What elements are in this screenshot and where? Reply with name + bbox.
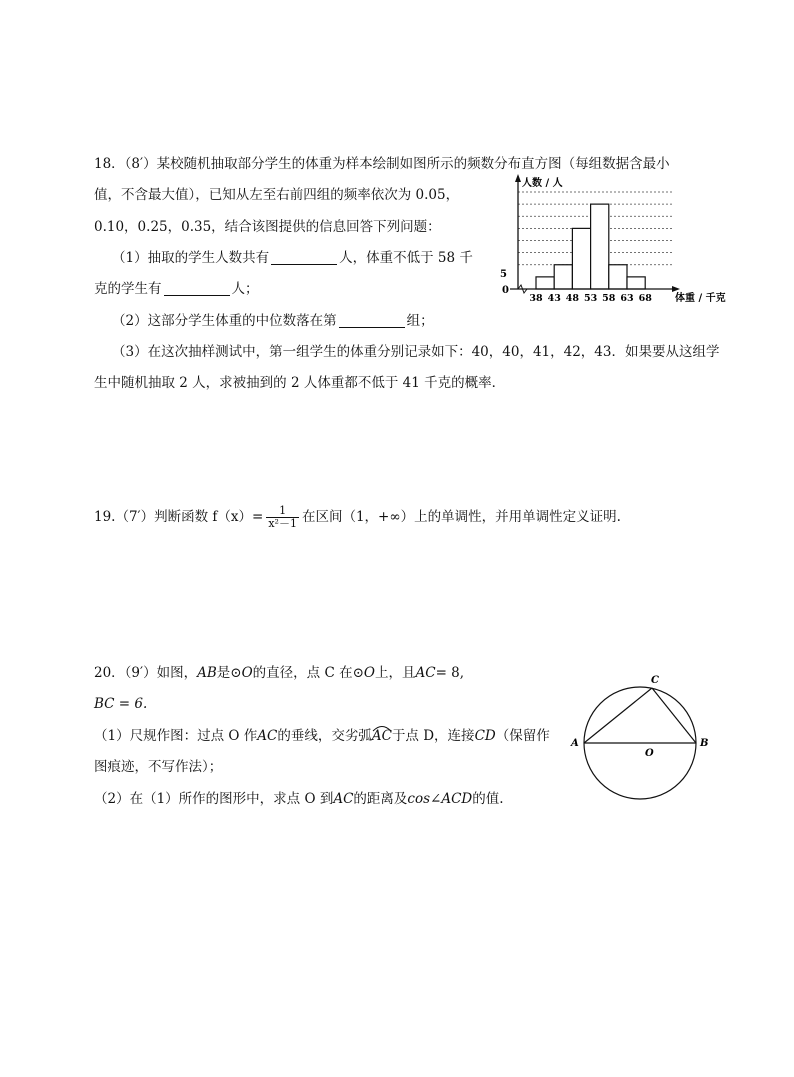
q18-line-7: （3）在这次抽样测试中，第一组学生的体重分别记录如下：40，40，41，42，43．如果要从这组学 [112,344,720,360]
point-b-label: B [700,738,709,749]
y-axis-arrow [515,174,521,182]
x-tick-43: 43 [547,293,561,304]
x-tick-38: 38 [529,293,543,304]
q18-part1-text-3: 克的学生有 [94,281,162,297]
q18-part2-text-2: 组； [406,313,434,329]
q18-line-4 [112,248,473,268]
q18-line-2: 值，不含最大值），已知从左至右前四组的频率依次为 0.05， [94,187,460,203]
histogram-bars [536,204,645,289]
q20-line-5 [94,789,504,809]
origin-label: 0 [502,285,509,296]
q20-text: （保留作 [495,728,550,744]
q18-line-3: 0.10，0.25，0.35，结合该图提供的信息回答下列问题： [94,219,441,235]
x-axis-arrow [672,286,680,292]
q19-text-post: 在区间（1，+∞）上的单调性，并用单调性定义证明. [301,509,621,525]
point-c-label: C [651,675,659,686]
q20-line-2: BC = 6. [94,696,148,712]
q18-part1-text-2: 人，体重不低于 58 千 [339,250,473,266]
q20-text: 的距离及 [353,791,408,807]
histogram-bar-5 [609,265,627,289]
math-ac: AC [415,665,436,681]
point-a-label: A [571,738,579,749]
q19-fraction-numerator: 1 [266,505,299,518]
math-cos-acd: cos∠ACD [407,791,473,807]
q18-line-6 [112,311,434,331]
q20-text: 于点 D，连接 [391,728,475,744]
arc-label: AC [371,728,392,744]
q20-text: 上，且 [374,665,416,681]
histogram-bar-1 [536,277,554,289]
math-o: O [241,665,253,681]
math-ac: AC [333,791,354,807]
x-tick-53: 53 [583,293,598,304]
q20-text: 的值. [472,791,504,807]
circle-figure [565,668,715,808]
q19-fraction [266,505,299,530]
math-cd: CD [474,728,496,744]
answer-blank-heavy[interactable] [164,281,230,296]
segment-ac [584,688,652,743]
histogram-bar-3 [572,228,590,289]
math-ac: AC [257,728,278,744]
histogram-chart [488,170,728,310]
q19-line [94,505,621,530]
q18-part1-text-4: 人； [231,281,259,297]
answer-blank-total[interactable] [271,250,337,265]
x-tick-48: 48 [565,293,580,304]
q20-text: 的垂线，交劣弧 [277,728,372,744]
point-o-label: O [645,748,654,759]
histogram-bar-4 [591,204,609,289]
q18-part1-text: （1）抽取的学生人数共有 [112,250,270,266]
q20-text: 的直径，点 C 在⊙ [252,665,364,681]
arc-mark-icon [372,724,392,732]
q18-line-1: 18．（8′）某校随机抽取部分学生的体重为样本绘制如图所示的频数分布直方图（每组数据含最小 [94,156,670,172]
y-axis-label: 人数 / 人 [522,178,563,189]
q20-text: = 8, [435,665,465,681]
q20-text: （2）在（1）所作的图形中，求点 O 到 [94,791,334,807]
x-axis-label: 体重 / 千克 [675,293,726,304]
q18-line-5 [94,279,259,299]
q20-line-1 [94,663,464,683]
x-tick-68: 68 [638,293,652,304]
math-o: O [363,665,375,681]
q20-text: （1）尺规作图：过点 O 作 [94,728,258,744]
y-tick-label: 5 [500,269,507,280]
x-tick-58: 58 [602,293,616,304]
answer-blank-group[interactable] [339,313,405,328]
q18-line-8: 生中随机抽取 2 人，求被抽到的 2 人体重都不低于 41 千克的概率． [94,375,506,391]
math-ab: AB [197,665,217,681]
q20-line-4: 图痕迹，不写作法）； [94,759,223,775]
math-arc-ac [372,728,392,744]
q19-text-pre: 19.（7′）判断函数 f（x）= [94,509,264,525]
q18-part2-text: （2）这部分学生体重的中位数落在第 [112,313,337,329]
q20-line-3 [94,726,550,746]
histogram-bar-2 [554,265,572,289]
histogram-bar-6 [627,277,645,289]
q20-text: 20．（9′）如图， [94,665,198,681]
x-tick-labels [529,293,652,304]
q20-text: 是⊙ [216,665,242,681]
x-tick-63: 63 [620,293,634,304]
q19-fraction-denominator: x²－1 [268,517,297,530]
